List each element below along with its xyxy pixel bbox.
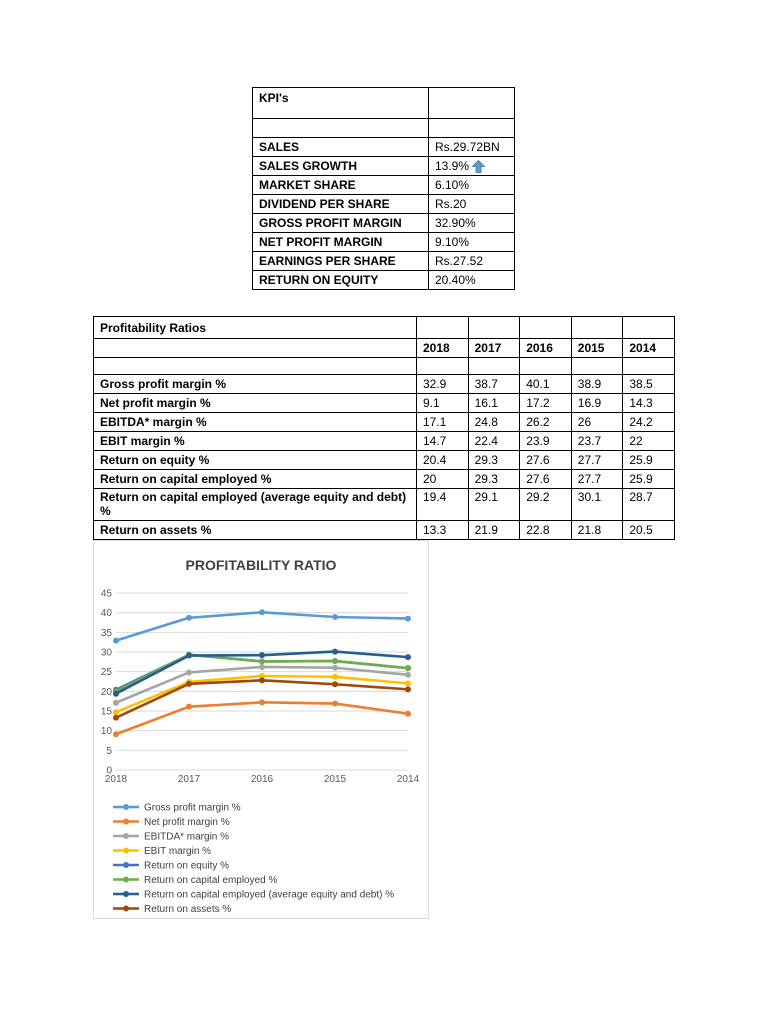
ratio-label: Return on equity % bbox=[94, 451, 417, 470]
ratio-value: 27.7 bbox=[571, 470, 623, 489]
ratio-row bbox=[94, 375, 675, 394]
ratio-label: Return on capital employed (average equity and debt) % bbox=[94, 489, 417, 521]
kpi-value: Rs.29.72BN bbox=[429, 138, 515, 157]
series-line bbox=[116, 612, 408, 640]
legend-swatch-marker bbox=[123, 877, 129, 883]
kpi-row bbox=[253, 138, 515, 157]
data-point bbox=[259, 664, 265, 670]
ratio-value: 21.8 bbox=[571, 521, 623, 540]
ratio-value: 27.6 bbox=[520, 451, 572, 470]
data-point bbox=[332, 701, 338, 707]
ratio-value: 14.7 bbox=[417, 432, 469, 451]
data-point bbox=[259, 658, 265, 664]
kpi-value: Rs.27.52 bbox=[429, 252, 515, 271]
y-tick-label: 40 bbox=[100, 608, 112, 620]
legend-swatch-marker bbox=[123, 906, 129, 912]
legend-swatch-marker bbox=[123, 848, 129, 854]
kpi-header-value bbox=[429, 88, 515, 119]
y-tick-label: 0 bbox=[106, 765, 112, 777]
data-point bbox=[332, 681, 338, 687]
data-point bbox=[113, 700, 119, 706]
kpi-row bbox=[253, 176, 515, 195]
profitability-ratios-table bbox=[93, 316, 675, 540]
ratio-value: 24.8 bbox=[468, 413, 520, 432]
data-point bbox=[113, 731, 119, 737]
ratio-label: Return on capital employed % bbox=[94, 470, 417, 489]
empty-cell bbox=[623, 358, 675, 375]
x-tick-label: 2017 bbox=[177, 774, 201, 785]
empty-cell bbox=[94, 339, 417, 358]
data-point bbox=[186, 653, 192, 659]
ratio-label: EBIT margin % bbox=[94, 432, 417, 451]
kpi-value: 20.40% bbox=[429, 271, 515, 290]
ratio-value: 25.9 bbox=[623, 451, 675, 470]
data-point bbox=[113, 691, 119, 697]
data-point bbox=[405, 665, 411, 671]
legend-swatch-marker bbox=[123, 891, 129, 897]
ratio-value: 26.2 bbox=[520, 413, 572, 432]
y-tick-label: 30 bbox=[100, 647, 112, 659]
ratio-value: 23.7 bbox=[571, 432, 623, 451]
kpi-label: MARKET SHARE bbox=[253, 176, 429, 195]
empty-cell bbox=[623, 317, 675, 339]
empty-cell bbox=[468, 358, 520, 375]
data-point bbox=[259, 652, 265, 658]
ratio-label: EBITDA* margin % bbox=[94, 413, 417, 432]
ratio-value: 38.9 bbox=[571, 375, 623, 394]
legend-label: EBIT margin % bbox=[144, 846, 212, 857]
kpi-header-row bbox=[253, 88, 515, 119]
data-point bbox=[113, 709, 119, 715]
data-point bbox=[186, 669, 192, 675]
ratio-value: 17.1 bbox=[417, 413, 469, 432]
ratio-value: 20.5 bbox=[623, 521, 675, 540]
y-tick-label: 25 bbox=[100, 667, 112, 679]
ratio-value: 32.9 bbox=[417, 375, 469, 394]
empty-cell bbox=[520, 317, 572, 339]
empty-cell bbox=[571, 317, 623, 339]
legend-label: Return on capital employed % bbox=[144, 875, 278, 886]
data-point bbox=[259, 609, 265, 615]
chart-legend bbox=[113, 803, 394, 916]
ratio-value: 29.3 bbox=[468, 451, 520, 470]
ratio-value: 17.2 bbox=[520, 394, 572, 413]
data-point bbox=[113, 715, 119, 721]
kpi-value: 13.9% bbox=[435, 158, 470, 173]
legend-swatch-marker bbox=[123, 833, 129, 839]
y-tick-label: 5 bbox=[106, 745, 112, 757]
ratio-value: 20 bbox=[417, 470, 469, 489]
ratio-value: 29.1 bbox=[468, 489, 520, 521]
legend-swatch-marker bbox=[123, 804, 129, 810]
ratio-row bbox=[94, 521, 675, 540]
kpi-value: 32.90% bbox=[429, 214, 515, 233]
ratio-value: 22 bbox=[623, 432, 675, 451]
data-point bbox=[405, 686, 411, 692]
series-return-on-assets bbox=[113, 677, 411, 720]
series-gross-profit-margin bbox=[113, 609, 411, 643]
kpi-row bbox=[253, 157, 515, 176]
ratio-value: 40.1 bbox=[520, 375, 572, 394]
ratios-blank-row bbox=[94, 358, 675, 375]
ratio-value: 30.1 bbox=[571, 489, 623, 521]
data-point bbox=[405, 672, 411, 678]
legend-label: EBITDA* margin % bbox=[144, 831, 230, 843]
ratio-value: 24.2 bbox=[623, 413, 675, 432]
profitability-chart bbox=[93, 540, 429, 919]
legend-swatch-marker bbox=[123, 819, 129, 825]
kpi-blank-row bbox=[253, 119, 515, 138]
x-tick-label: 2016 bbox=[250, 774, 274, 785]
ratio-label: Gross profit margin % bbox=[94, 375, 417, 394]
ratio-row bbox=[94, 394, 675, 413]
kpi-value: 6.10% bbox=[429, 176, 515, 195]
series-return-on-capital-employed-average-equity-and-debt bbox=[113, 649, 411, 697]
y-tick-label: 20 bbox=[100, 686, 112, 698]
ratio-value: 9.1 bbox=[417, 394, 469, 413]
legend-label: Return on equity % bbox=[144, 860, 230, 872]
x-tick-label: 2015 bbox=[323, 774, 347, 785]
empty-cell bbox=[417, 317, 469, 339]
chart-title: PROFITABILITY RATIO bbox=[185, 557, 337, 573]
kpi-table bbox=[252, 87, 515, 290]
kpi-row bbox=[253, 252, 515, 271]
data-point bbox=[332, 665, 338, 671]
ratio-row bbox=[94, 413, 675, 432]
ratios-title: Profitability Ratios bbox=[94, 317, 417, 339]
ratio-value: 25.9 bbox=[623, 470, 675, 489]
empty-cell bbox=[94, 358, 417, 375]
data-point bbox=[186, 704, 192, 710]
kpi-value: 9.10% bbox=[429, 233, 515, 252]
legend-label: Net profit margin % bbox=[144, 817, 230, 828]
data-point bbox=[332, 674, 338, 680]
ratio-value: 20.4 bbox=[417, 451, 469, 470]
data-point bbox=[113, 638, 119, 644]
ratio-value: 22.4 bbox=[468, 432, 520, 451]
data-point bbox=[259, 677, 265, 683]
series-net-profit-margin bbox=[113, 699, 411, 737]
data-point bbox=[186, 681, 192, 687]
year-header: 2018 bbox=[417, 339, 469, 358]
y-tick-label: 35 bbox=[100, 627, 112, 639]
kpi-label: SALES GROWTH bbox=[253, 157, 429, 176]
ratio-value: 23.9 bbox=[520, 432, 572, 451]
ratio-value: 22.8 bbox=[520, 521, 572, 540]
ratios-year-row bbox=[94, 339, 675, 358]
ratio-value: 27.7 bbox=[571, 451, 623, 470]
kpi-label: RETURN ON EQUITY bbox=[253, 271, 429, 290]
kpi-label: NET PROFIT MARGIN bbox=[253, 233, 429, 252]
y-axis-ticks bbox=[101, 589, 113, 777]
legend-swatch-marker bbox=[123, 862, 129, 868]
ratio-value: 19.4 bbox=[417, 489, 469, 521]
ratio-value: 26 bbox=[571, 413, 623, 432]
y-tick-label: 10 bbox=[100, 726, 112, 738]
data-point bbox=[332, 614, 338, 620]
kpi-value: Rs.20 bbox=[429, 195, 515, 214]
ratio-value: 14.3 bbox=[623, 394, 675, 413]
ratio-value: 27.6 bbox=[520, 470, 572, 489]
kpi-row bbox=[253, 271, 515, 290]
y-tick-label: 15 bbox=[100, 706, 112, 718]
year-header: 2014 bbox=[623, 339, 675, 358]
data-point bbox=[259, 699, 265, 705]
ratio-value: 29.3 bbox=[468, 470, 520, 489]
data-point bbox=[405, 616, 411, 622]
ratio-value: 38.7 bbox=[468, 375, 520, 394]
kpi-label: EARNINGS PER SHARE bbox=[253, 252, 429, 271]
kpi-label: SALES bbox=[253, 138, 429, 157]
ratio-row bbox=[94, 470, 675, 489]
ratio-label: Net profit margin % bbox=[94, 394, 417, 413]
chart-series bbox=[113, 609, 411, 737]
legend-label: Gross profit margin % bbox=[144, 802, 241, 814]
ratio-row bbox=[94, 451, 675, 470]
ratio-value: 13.3 bbox=[417, 521, 469, 540]
data-point bbox=[405, 711, 411, 717]
ratio-value: 16.1 bbox=[468, 394, 520, 413]
series-line bbox=[116, 702, 408, 734]
ratio-value: 38.5 bbox=[623, 375, 675, 394]
legend-label: Return on capital employed (average equity and debt) % bbox=[144, 889, 395, 901]
ratios-title-row bbox=[94, 317, 675, 339]
ratio-row bbox=[94, 432, 675, 451]
kpi-header: KPI's bbox=[253, 88, 429, 119]
kpi-row bbox=[253, 233, 515, 252]
ratio-value: 16.9 bbox=[571, 394, 623, 413]
data-point bbox=[332, 649, 338, 655]
data-point bbox=[186, 615, 192, 621]
up-arrow-icon bbox=[472, 160, 485, 173]
year-header: 2017 bbox=[468, 339, 520, 358]
empty-cell bbox=[520, 358, 572, 375]
x-tick-label: 2018 bbox=[104, 774, 128, 785]
ratio-label: Return on assets % bbox=[94, 521, 417, 540]
kpi-label: GROSS PROFIT MARGIN bbox=[253, 214, 429, 233]
y-tick-label: 45 bbox=[100, 588, 112, 600]
ratio-value: 28.7 bbox=[623, 489, 675, 521]
kpi-row bbox=[253, 214, 515, 233]
ratio-row bbox=[94, 489, 675, 521]
kpi-value-cell bbox=[429, 157, 515, 176]
data-point bbox=[405, 680, 411, 686]
ratio-value: 29.2 bbox=[520, 489, 572, 521]
data-point bbox=[332, 658, 338, 664]
data-point bbox=[405, 654, 411, 660]
empty-cell bbox=[417, 358, 469, 375]
ratio-value: 21.9 bbox=[468, 521, 520, 540]
empty-cell bbox=[468, 317, 520, 339]
year-header: 2015 bbox=[571, 339, 623, 358]
legend-label: Return on assets % bbox=[144, 904, 232, 915]
empty-cell bbox=[571, 358, 623, 375]
x-tick-label: 2014 bbox=[396, 774, 420, 785]
chart-canvas bbox=[94, 541, 428, 918]
x-axis-ticks bbox=[105, 774, 420, 785]
kpi-blank-cell bbox=[429, 119, 515, 138]
kpi-row bbox=[253, 195, 515, 214]
kpi-blank-cell bbox=[253, 119, 429, 138]
kpi-label: DIVIDEND PER SHARE bbox=[253, 195, 429, 214]
year-header: 2016 bbox=[520, 339, 572, 358]
